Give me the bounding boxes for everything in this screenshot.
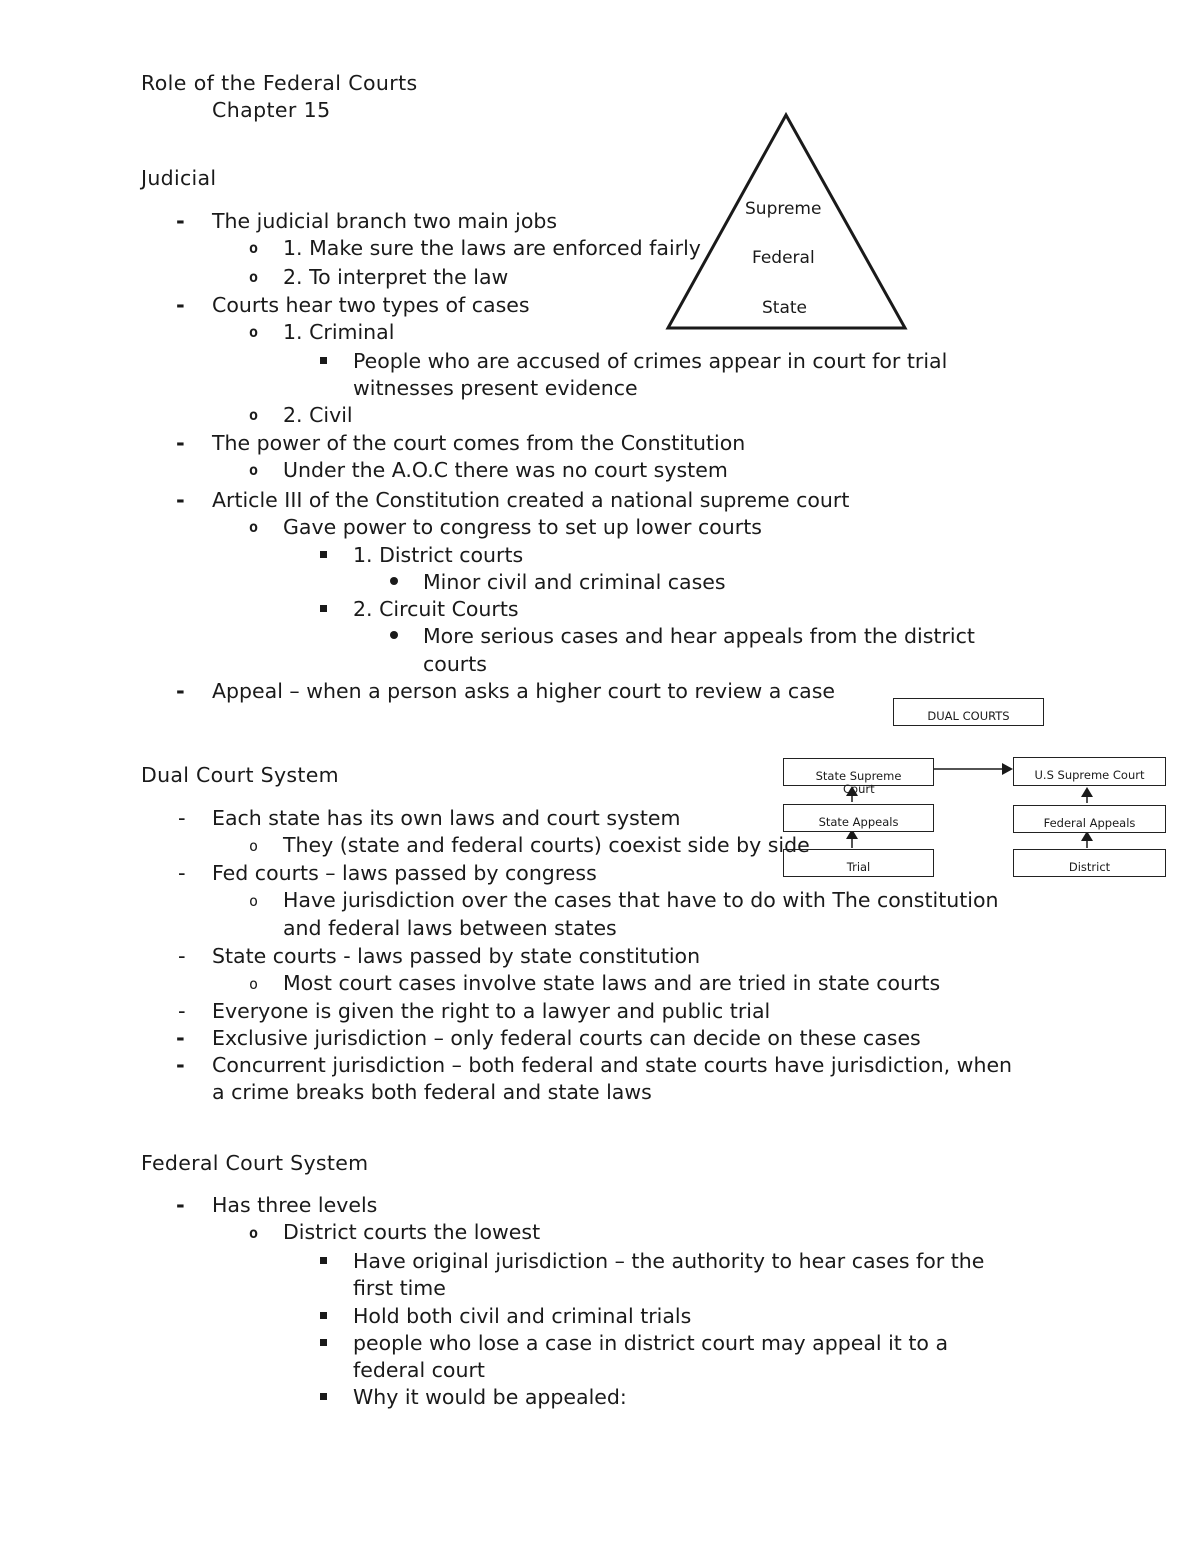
list-item: and federal laws between states xyxy=(283,916,617,940)
list-item: Hold both civil and criminal trials xyxy=(353,1304,692,1328)
list-item: Have jurisdiction over the cases that have to do with The constitution xyxy=(283,888,999,912)
pyramid-label-federal: Federal xyxy=(752,248,815,268)
list-item: 1. Criminal xyxy=(283,320,395,344)
list-item: witnesses present evidence xyxy=(353,376,638,400)
list-item: Concurrent jurisdiction – both federal and state courts have jurisdiction, when xyxy=(212,1053,1013,1077)
list-item: Each state has its own laws and court system xyxy=(212,806,681,830)
circle-bullet: o xyxy=(249,518,259,536)
square-bullet xyxy=(320,1339,327,1346)
list-item: Minor civil and criminal cases xyxy=(423,570,726,594)
dash-bullet: - xyxy=(176,1026,185,1050)
us-supreme-box: U.S Supreme Court xyxy=(1013,757,1166,786)
list-item: courts xyxy=(423,652,487,676)
arrowhead xyxy=(1002,763,1013,775)
dash-bullet: - xyxy=(176,488,185,512)
dash-bullet: - xyxy=(178,944,186,968)
section-heading-federal: Federal Court System xyxy=(141,1151,369,1175)
list-item: Under the A.O.C there was no court system xyxy=(283,458,728,482)
arrowhead xyxy=(1081,787,1093,797)
pyramid-triangle xyxy=(668,115,905,328)
dash-bullet: - xyxy=(178,999,186,1023)
list-item: 2. Civil xyxy=(283,403,353,427)
list-item: 2. To interpret the law xyxy=(283,265,509,289)
list-item: The power of the court comes from the Constitution xyxy=(212,431,746,455)
list-item: first time xyxy=(353,1276,446,1300)
circle-bullet: o xyxy=(249,239,259,257)
page-subtitle: Chapter 15 xyxy=(212,98,331,122)
dash-bullet: - xyxy=(176,431,185,455)
dual-courts-title-box: DUAL COURTS xyxy=(893,698,1044,726)
list-item: people who lose a case in district court may appeal it to a xyxy=(353,1331,949,1355)
list-item: Gave power to congress to set up lower courts xyxy=(283,515,762,539)
list-item: Courts hear two types of cases xyxy=(212,293,530,317)
list-item: Fed courts – laws passed by congress xyxy=(212,861,597,885)
pyramid-label-supreme: Supreme xyxy=(745,199,822,219)
list-item: District courts the lowest xyxy=(283,1220,541,1244)
trial-box: Trial xyxy=(783,849,934,877)
list-item: Everyone is given the right to a lawyer and public trial xyxy=(212,999,771,1023)
federal-appeals-box: Federal Appeals xyxy=(1013,805,1166,833)
list-item: Most court cases involve state laws and are tried in state courts xyxy=(283,971,941,995)
list-item: federal court xyxy=(353,1358,485,1382)
square-bullet xyxy=(320,1312,327,1319)
dash-bullet: - xyxy=(176,293,185,317)
circle-bullet: o xyxy=(249,1224,259,1242)
circle-bullet: o xyxy=(249,837,259,855)
list-item: Exclusive jurisdiction – only federal courts can decide on these cases xyxy=(212,1026,921,1050)
section-heading-judicial: Judicial xyxy=(141,166,217,190)
list-item: Article III of the Constitution created a national supreme court xyxy=(212,488,850,512)
section-heading-dual: Dual Court System xyxy=(141,763,339,787)
list-item: Why it would be appealed: xyxy=(353,1385,627,1409)
square-bullet xyxy=(320,1393,327,1400)
circle-bullet: o xyxy=(249,975,259,993)
dash-bullet: - xyxy=(176,1193,185,1217)
pyramid-label-state: State xyxy=(762,298,807,318)
list-item: State courts - laws passed by state constitution xyxy=(212,944,701,968)
dash-bullet: - xyxy=(176,1053,185,1077)
list-item: The judicial branch two main jobs xyxy=(212,209,558,233)
state-appeals-box: State Appeals xyxy=(783,804,934,832)
circle-bullet: o xyxy=(249,461,259,479)
state-supreme-label-line2: Court xyxy=(843,782,875,796)
dash-bullet: - xyxy=(178,861,186,885)
circle-bullet: o xyxy=(249,892,259,910)
dash-bullet: - xyxy=(178,806,186,830)
list-item: 1. District courts xyxy=(353,543,524,567)
circle-bullet: o xyxy=(249,268,259,286)
page-title: Role of the Federal Courts xyxy=(141,71,418,95)
list-item: a crime breaks both federal and state laws xyxy=(212,1080,652,1104)
circle-bullet: o xyxy=(249,406,259,424)
list-item: 2. Circuit Courts xyxy=(353,597,519,621)
dash-bullet: - xyxy=(176,209,185,233)
list-item: Has three levels xyxy=(212,1193,378,1217)
list-item: Appeal – when a person asks a higher court to review a case xyxy=(212,679,835,703)
square-bullet xyxy=(320,1257,327,1264)
circle-bullet: o xyxy=(249,323,259,341)
list-item: They (state and federal courts) coexist side by side xyxy=(283,833,810,857)
list-item: More serious cases and hear appeals from the district xyxy=(423,624,975,648)
dash-bullet: - xyxy=(176,679,185,703)
state-supreme-label: State Supreme xyxy=(815,769,902,783)
district-box: District xyxy=(1013,849,1166,877)
list-item: People who are accused of crimes appear in court for trial xyxy=(353,349,948,373)
list-item: 1. Make sure the laws are enforced fairly xyxy=(283,236,701,260)
list-item: Have original jurisdiction – the authority to hear cases for the xyxy=(353,1249,985,1273)
